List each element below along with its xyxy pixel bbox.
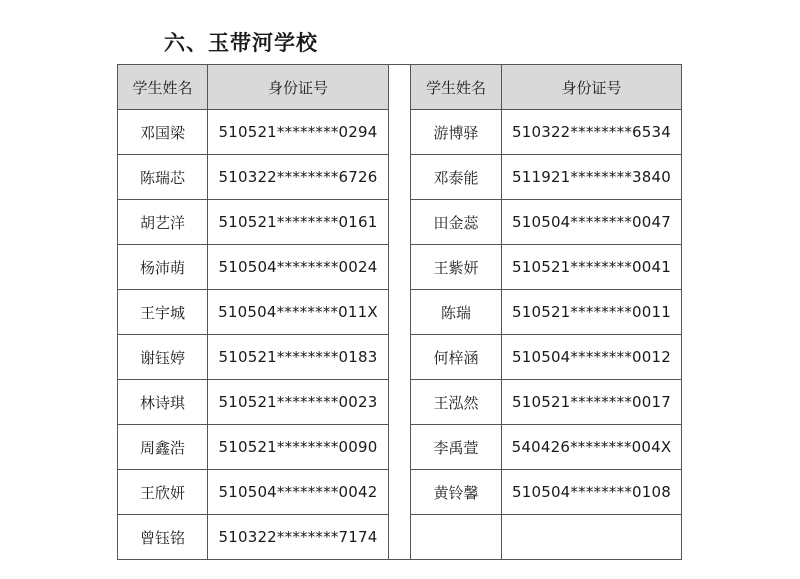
student-name-cell: 陈瑞芯	[118, 155, 208, 200]
header-student-name: 学生姓名	[118, 65, 208, 110]
student-id-table	[117, 64, 682, 560]
student-name-cell: 田金蕊	[411, 200, 502, 245]
table-row	[118, 380, 682, 425]
column-gap	[389, 155, 411, 200]
column-gap	[389, 110, 411, 155]
id-number-cell: 510504********0042	[208, 470, 389, 515]
student-name-cell: 王紫妍	[411, 245, 502, 290]
id-number-cell: 510504********0047	[502, 200, 682, 245]
id-number-cell: 511921********3840	[502, 155, 682, 200]
student-name-cell: 王泓然	[411, 380, 502, 425]
column-gap	[389, 65, 411, 110]
id-number-cell: 510504********0024	[208, 245, 389, 290]
table-row	[118, 245, 682, 290]
student-name-cell: 邓国梁	[118, 110, 208, 155]
student-name-cell: 胡艺洋	[118, 200, 208, 245]
header-id-number: 身份证号	[502, 65, 682, 110]
column-gap	[389, 380, 411, 425]
id-number-cell: 540426********004X	[502, 425, 682, 470]
id-number-cell: 510521********0017	[502, 380, 682, 425]
student-name-cell: 何梓涵	[411, 335, 502, 380]
student-name-cell: 杨沛萌	[118, 245, 208, 290]
column-gap	[389, 335, 411, 380]
id-number-cell: 510322********6726	[208, 155, 389, 200]
id-number-cell: 510521********0023	[208, 380, 389, 425]
table-row	[118, 110, 682, 155]
id-number-cell: 510521********0294	[208, 110, 389, 155]
id-number-cell: 510322********7174	[208, 515, 389, 560]
column-gap	[389, 470, 411, 515]
header-student-name: 学生姓名	[411, 65, 502, 110]
table-row	[118, 200, 682, 245]
table-row	[118, 425, 682, 470]
student-name-cell	[411, 515, 502, 560]
id-number-cell: 510504********011X	[208, 290, 389, 335]
column-gap	[389, 515, 411, 560]
student-name-cell: 李禹萱	[411, 425, 502, 470]
column-gap	[389, 290, 411, 335]
student-name-cell: 曾钰铭	[118, 515, 208, 560]
id-number-cell: 510521********0011	[502, 290, 682, 335]
table-row	[118, 155, 682, 200]
table-row	[118, 470, 682, 515]
student-name-cell: 游博驿	[411, 110, 502, 155]
student-name-cell: 陈瑞	[411, 290, 502, 335]
id-number-cell: 510504********0108	[502, 470, 682, 515]
id-number-cell: 510504********0012	[502, 335, 682, 380]
table-row	[118, 335, 682, 380]
header-id-number: 身份证号	[208, 65, 389, 110]
id-number-cell: 510521********0161	[208, 200, 389, 245]
id-number-cell: 510521********0090	[208, 425, 389, 470]
student-name-cell: 谢钰婷	[118, 335, 208, 380]
student-name-cell: 邓泰能	[411, 155, 502, 200]
student-name-cell: 王欣妍	[118, 470, 208, 515]
table-row	[118, 515, 682, 560]
student-name-cell: 黄铃馨	[411, 470, 502, 515]
column-gap	[389, 200, 411, 245]
id-number-cell: 510521********0041	[502, 245, 682, 290]
table-header-row	[118, 65, 682, 110]
column-gap	[389, 425, 411, 470]
student-name-cell: 林诗琪	[118, 380, 208, 425]
student-name-cell: 王宇城	[118, 290, 208, 335]
column-gap	[389, 245, 411, 290]
table-row	[118, 290, 682, 335]
section-title: 六、玉带河学校	[164, 31, 318, 55]
id-number-cell	[502, 515, 682, 560]
student-name-cell: 周鑫浩	[118, 425, 208, 470]
id-number-cell: 510322********6534	[502, 110, 682, 155]
id-number-cell: 510521********0183	[208, 335, 389, 380]
